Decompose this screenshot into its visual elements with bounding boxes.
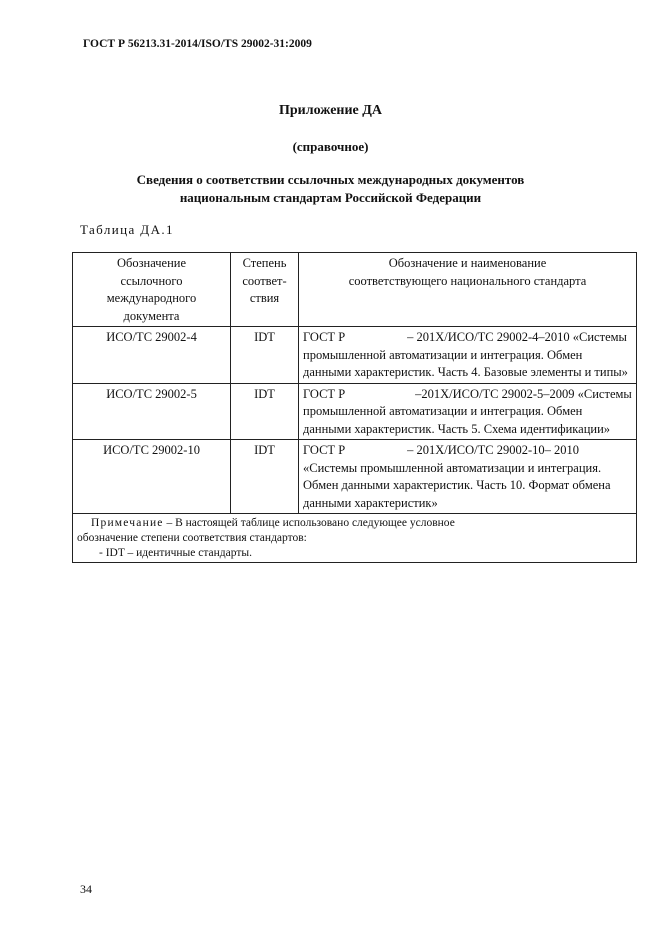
standard-title: «Системы промышленной автоматизации и интеграция. Обмен данными характеристик. Часть 5. Схема идентификации» (303, 386, 632, 436)
appendix-subtitle: (справочное) (292, 139, 369, 154)
header-text: соответствующего национального стандарта (348, 273, 587, 288)
note-line (77, 516, 632, 531)
header-degree (231, 253, 299, 327)
standard-title: «Системы промышленной автоматизации и интеграция. Обмен данными характеристик. Часть 4. Базовые элементы и типы» (303, 330, 628, 379)
cell-reference: ИСО/ТС 29002-4 (73, 327, 231, 384)
header-text: Обозначение (116, 256, 187, 270)
header-reference-document (73, 253, 231, 327)
table-row (73, 383, 637, 440)
standard-prefix: ГОСТ Р (303, 330, 346, 344)
document-header: ГОСТ Р 56213.31-2014/ISO/TS 29002-31:2009 (83, 38, 312, 50)
cell-reference: ИСО/ТС 29002-10 (73, 440, 231, 514)
standard-prefix: ГОСТ Р (303, 443, 346, 457)
table-note-row (73, 514, 637, 563)
standard-prefix: ГОСТ Р (303, 386, 346, 401)
table-header-row (73, 253, 637, 327)
standard-title: 2010 «Системы промышленной автоматизации и интеграция. Обмен данными характеристик. Часть 10. Формат обмена данными характеристик» (303, 443, 611, 510)
correspondence-table (72, 252, 637, 563)
cell-degree: IDT (231, 327, 299, 384)
table-caption: Таблица ДА.1 (80, 222, 174, 237)
standard-number: – 201Х/ИСО/ТС 29002-10– (407, 443, 551, 457)
standard-number: –201Х/ИСО/ТС 29002-5–2009 (415, 386, 575, 401)
header-text: документа (123, 308, 180, 323)
standard-number: – 201Х/ИСО/ТС 29002-4–2010 (407, 330, 570, 344)
header-text: соответ- (242, 273, 287, 288)
page-number: 34 (80, 882, 92, 896)
cell-national-standard (299, 383, 637, 440)
cell-national-standard (299, 327, 637, 384)
note-text: – В настоящей таблице использовано следующее условное (163, 517, 455, 529)
appendix-heading-line2: национальным стандартам Российской Федерации (179, 190, 482, 205)
header-text: международного (106, 291, 197, 305)
table-row (73, 440, 637, 514)
header-national-standard (299, 253, 637, 327)
appendix-heading (0, 171, 661, 207)
appendix-heading-line1: Сведения о соответствии ссылочных международных документов (136, 172, 525, 187)
cell-degree: IDT (231, 383, 299, 440)
table-row (73, 327, 637, 384)
header-text: Обозначение и наименование (388, 256, 547, 270)
cell-national-standard (299, 440, 637, 514)
header-text: ствия (249, 291, 280, 305)
cell-reference: ИСО/ТС 29002-5 (73, 383, 231, 440)
note-line: обозначение степени соответствия стандартов: (77, 532, 307, 544)
header-text: ссылочного (120, 273, 183, 288)
cell-degree: IDT (231, 440, 299, 514)
table-note (73, 514, 637, 563)
note-lead: Примечание (91, 517, 164, 529)
header-text: Степень (242, 256, 287, 270)
note-item: - IDT – идентичные стандарты. (99, 547, 252, 559)
appendix-title: Приложение ДА (278, 103, 383, 118)
